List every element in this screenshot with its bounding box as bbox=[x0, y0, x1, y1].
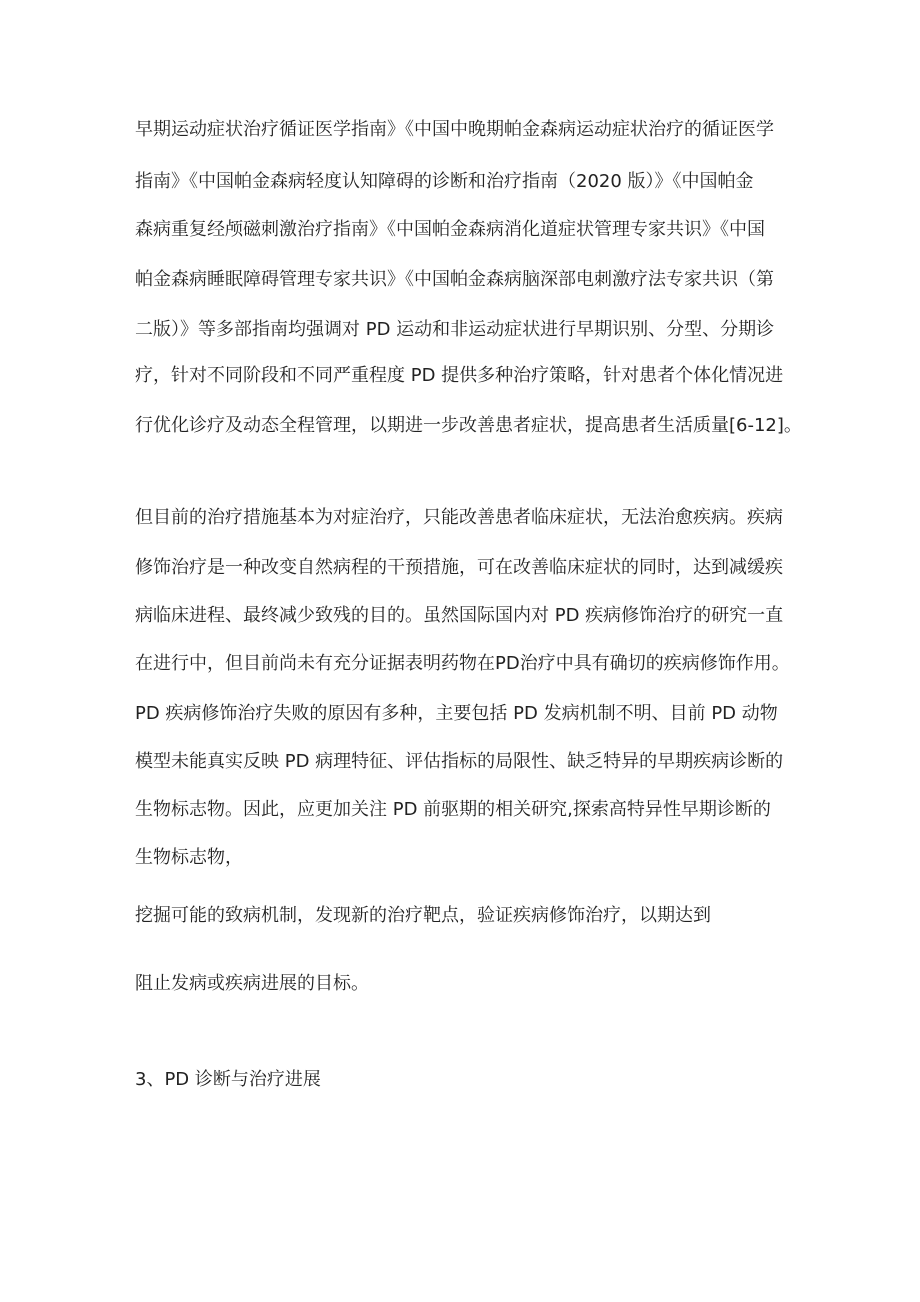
paragraph-2-line-6: 模型未能真实反映 PD 病理特征、评估指标的局限性、缺乏特异的早期疾病诊断的 bbox=[135, 751, 784, 772]
paragraph-3-line-2: 阻止发病或疾病进展的目标。 bbox=[135, 973, 369, 994]
paragraph-2-line-7: 生物标志物。因此，应更加关注 PD 前驱期的相关研究,探索高特异性早期诊断的 bbox=[135, 799, 771, 820]
section-heading: 3、PD 诊断与治疗进展 bbox=[135, 1069, 321, 1090]
paragraph-1-line-3: 森病重复经颅磁刺激治疗指南》《中国帕金森病消化道症状管理专家共识》《中国 bbox=[135, 219, 765, 240]
paragraph-1-line-2: 指南》《中国帕金森病轻度认知障碍的诊断和治疗指南（2020 版）》《中国帕金 bbox=[135, 171, 754, 192]
paragraph-1-line-6: 疗，针对不同阶段和不同严重程度 PD 提供多种治疗策略，针对患者个体化情况进 bbox=[135, 365, 784, 386]
paragraph-2-line-1: 但目前的治疗措施基本为对症治疗，只能改善患者临床症状，无法治愈疾病。疾病 bbox=[135, 507, 783, 528]
paragraph-1-line-7: 行优化诊疗及动态全程管理，以期进一步改善患者症状，提高患者生活质量[6-12]。 bbox=[135, 415, 802, 436]
paragraph-2-line-2: 修饰治疗是一种改变自然病程的干预措施，可在改善临床症状的同时，达到减缓疾 bbox=[135, 557, 783, 578]
paragraph-1-line-4: 帕金森病睡眠障碍管理专家共识》《中国帕金森病脑深部电刺激疗法专家共识（第 bbox=[135, 269, 774, 290]
paragraph-2-line-8: 生物标志物， bbox=[135, 847, 243, 868]
paragraph-2-line-4: 在进行中，但目前尚未有充分证据表明药物在PD治疗中具有确切的疾病修饰作用。 bbox=[135, 653, 790, 674]
paragraph-1-line-1: 早期运动症状治疗循证医学指南》《中国中晚期帕金森病运动症状治疗的循证医学 bbox=[135, 119, 774, 140]
paragraph-3-line-1: 挖掘可能的致病机制，发现新的治疗靶点，验证疾病修饰治疗，以期达到 bbox=[135, 905, 711, 926]
paragraph-1-line-5: 二版）》等多部指南均强调对 PD 运动和非运动症状进行早期识别、分型、分期诊 bbox=[135, 319, 775, 340]
paragraph-2-line-5: PD 疾病修饰治疗失败的原因有多种，主要包括 PD 发病机制不明、目前 PD 动物 bbox=[135, 703, 778, 724]
paragraph-2-line-3: 病临床进程、最终减少致残的目的。虽然国际国内对 PD 疾病修饰治疗的研究一直 bbox=[135, 605, 784, 626]
